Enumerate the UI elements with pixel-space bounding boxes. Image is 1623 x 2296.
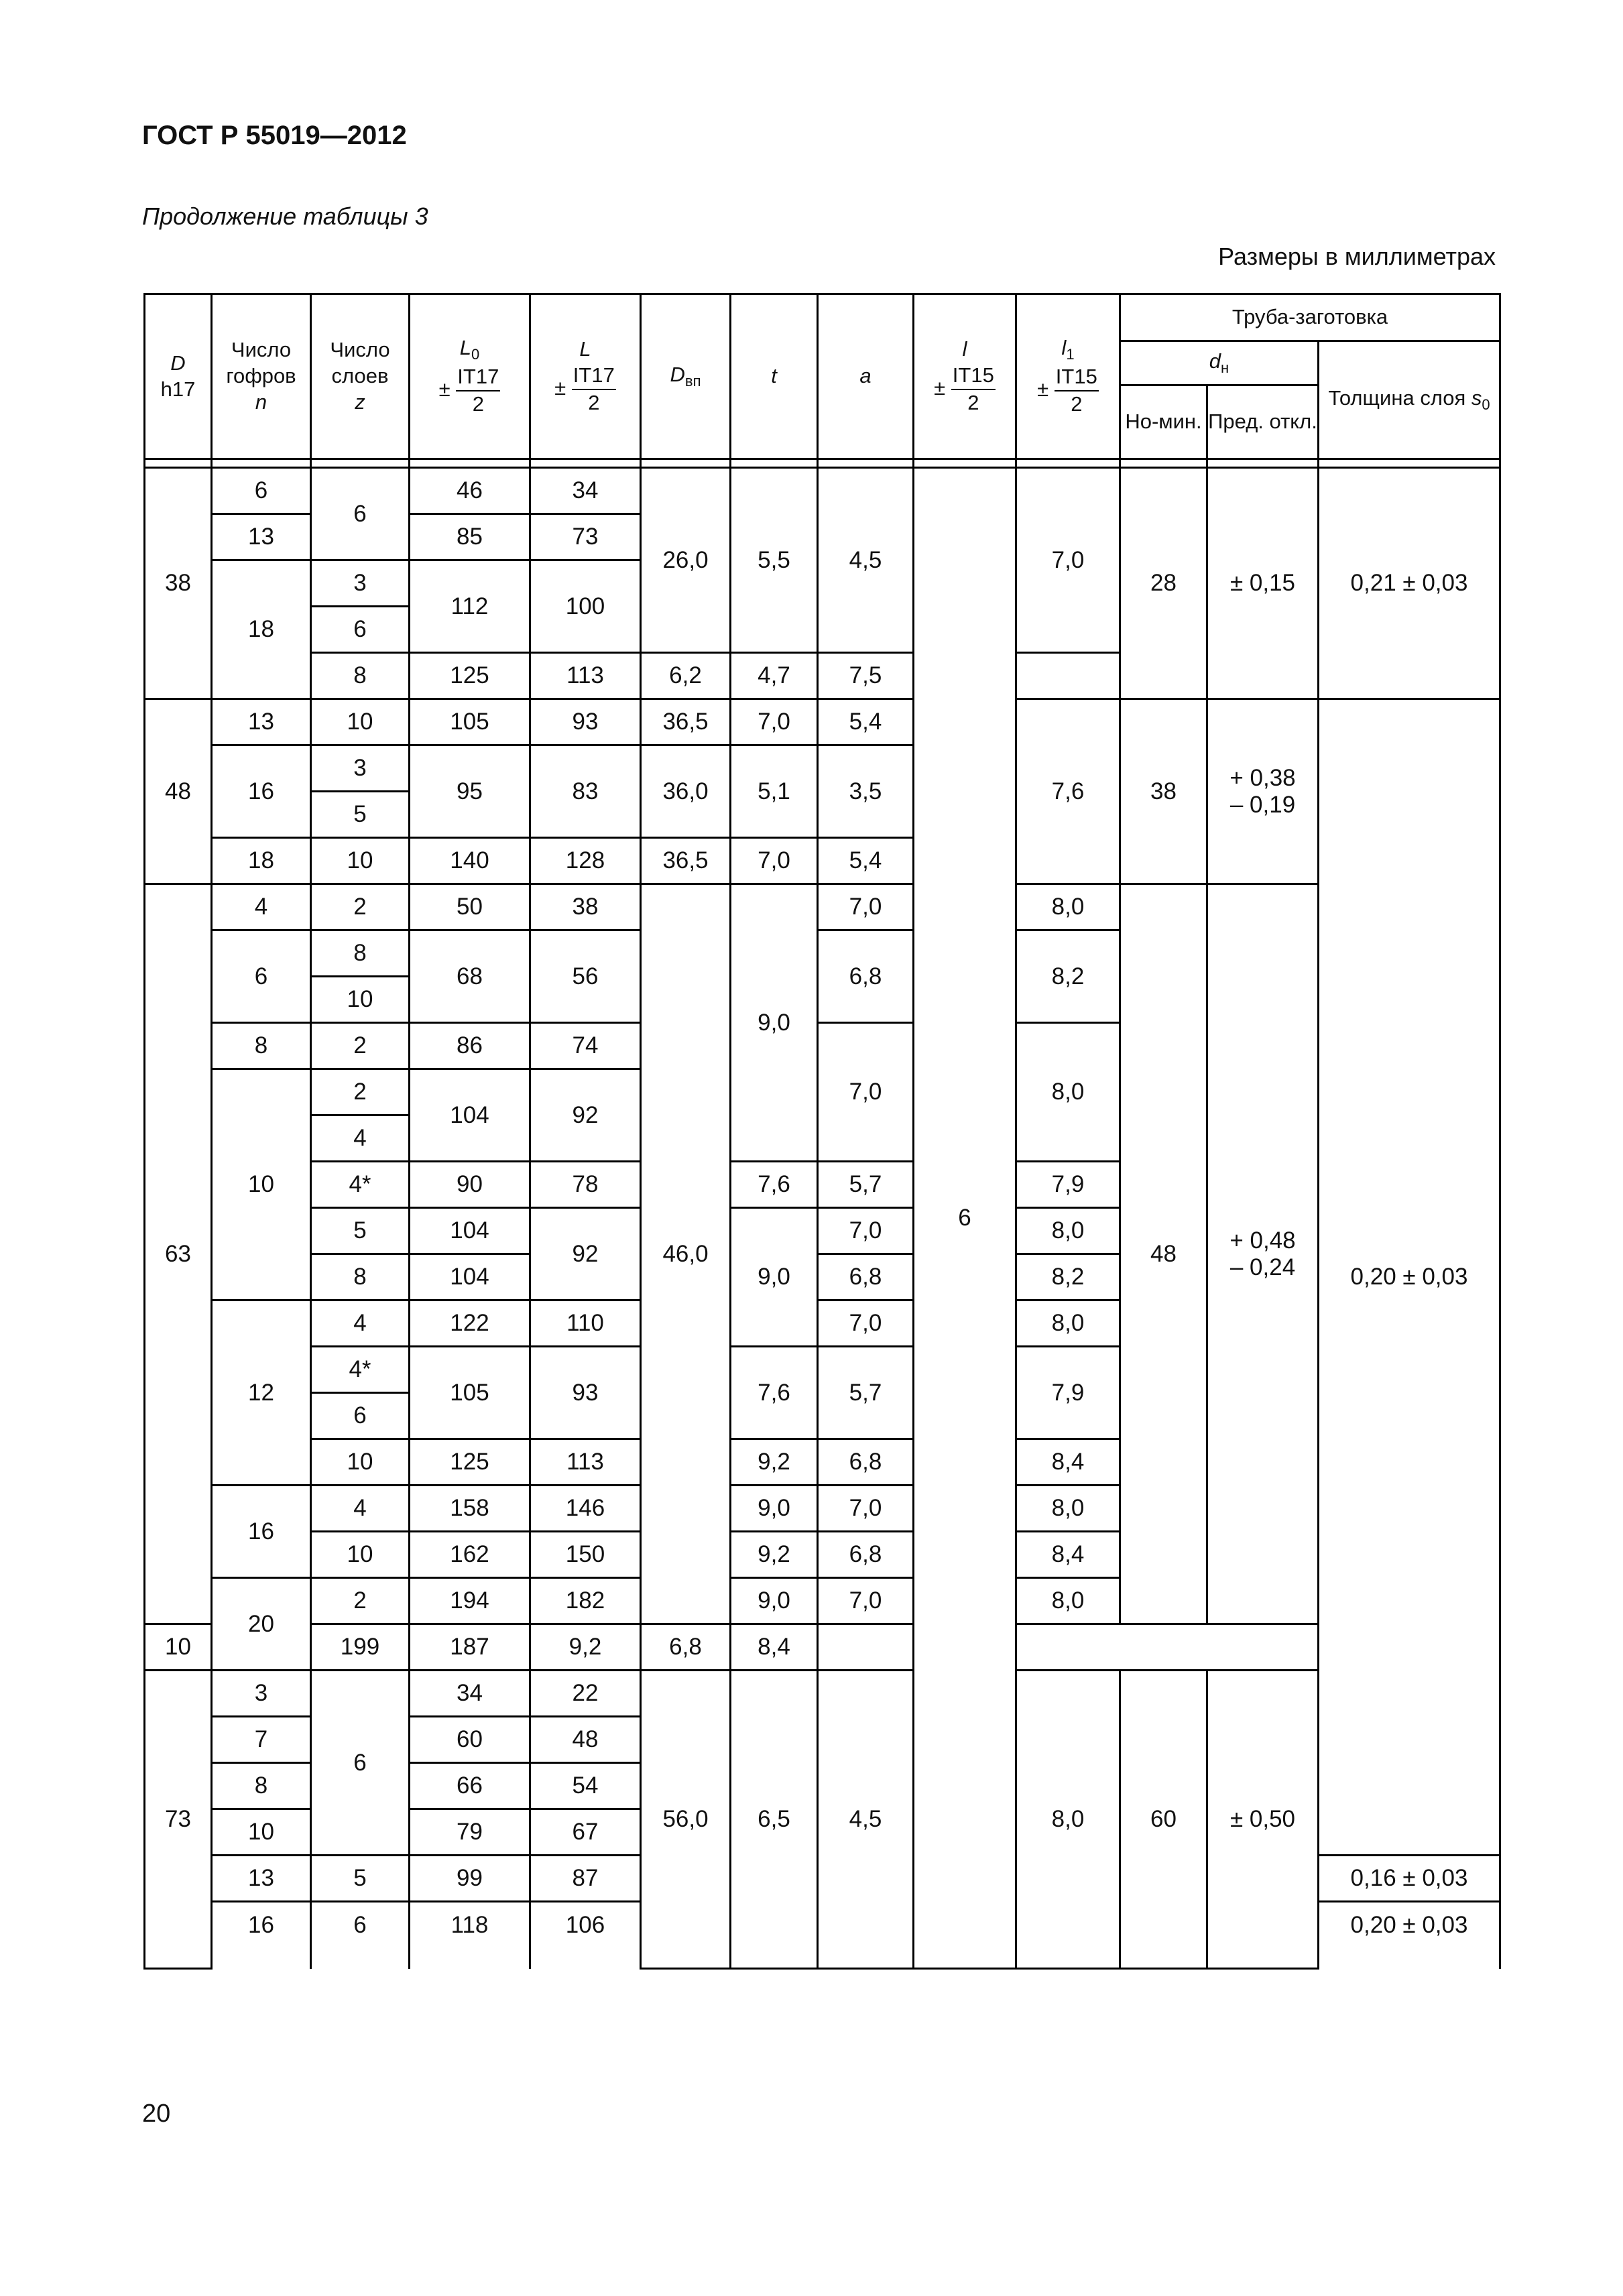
table-cell: 6,8 — [818, 1254, 914, 1301]
table-cell: 5 — [311, 1208, 410, 1254]
table-cell: 9,2 — [530, 1624, 641, 1671]
header-text: L — [459, 336, 471, 360]
col-Dvp — [641, 294, 731, 459]
table-cell: 8 — [212, 1023, 311, 1069]
table-cell: 8,2 — [1016, 930, 1120, 1023]
table-cell: 3 — [212, 1671, 311, 1717]
table-cell: 8 — [311, 930, 410, 977]
table-cell: 6,8 — [818, 930, 914, 1023]
table-cell: 26,0 — [641, 468, 731, 653]
table-cell: 9,2 — [731, 1439, 818, 1486]
table-cell: 6 — [212, 930, 311, 1023]
header-text: D — [670, 363, 685, 387]
header-text: IT15 — [951, 363, 996, 390]
table-cell: 5,4 — [818, 838, 914, 884]
table-cell: 6 — [311, 1671, 410, 1856]
table-cell: 60 — [1120, 1671, 1207, 1969]
table-row — [145, 884, 1500, 930]
table-cell — [641, 459, 731, 468]
table-cell: 0,21 ± 0,03 — [1319, 468, 1500, 699]
table-cell: 8 — [311, 653, 410, 699]
table-cell: 6,8 — [818, 1439, 914, 1486]
table-cell: 150 — [530, 1532, 641, 1578]
col-nominal: Но-мин. — [1120, 385, 1207, 459]
table-cell: 13 — [212, 699, 311, 745]
header-text: l — [962, 337, 967, 361]
table-cell: 0,20 ± 0,03 — [1319, 1902, 1500, 1969]
table-cell: 4 — [212, 884, 311, 930]
table-cell: 7,5 — [818, 653, 914, 699]
table-row — [145, 468, 1500, 514]
table-cell: 9,0 — [731, 1486, 818, 1532]
table-cell: 113 — [530, 653, 641, 699]
table-cell: 0,20 ± 0,03 — [1319, 699, 1500, 1856]
table-cell: 50 — [410, 884, 530, 930]
table-row — [145, 1624, 1500, 1671]
dimensions-table — [143, 293, 1501, 1970]
header-text: 0 — [1482, 396, 1490, 414]
table-row — [145, 699, 1500, 745]
header-text: 1 — [1066, 346, 1075, 363]
header-text: IT17 — [456, 364, 500, 391]
table-cell: 36,5 — [641, 838, 731, 884]
table-cell: 85 — [410, 514, 530, 560]
table-cell: 5,4 — [818, 699, 914, 745]
table-cell — [145, 459, 212, 468]
table-cell: 79 — [410, 1809, 530, 1856]
table-cell: 187 — [410, 1624, 530, 1671]
header-text: вп — [684, 373, 701, 390]
table-cell: 6,8 — [818, 1532, 914, 1578]
table-cell: 2 — [311, 1023, 410, 1069]
header-text: l — [1061, 336, 1067, 360]
table-cell: 66 — [410, 1763, 530, 1809]
table-cell: 6 — [311, 1393, 410, 1439]
table-cell: 38 — [530, 884, 641, 930]
table-cell: 8,4 — [731, 1624, 818, 1671]
table-cell: 5 — [311, 1856, 410, 1902]
header-text: ± — [554, 376, 566, 400]
table-cell: 36,0 — [641, 745, 731, 838]
table-cell: 93 — [530, 1347, 641, 1439]
header-text: 2 — [1071, 391, 1083, 416]
table-cell: 83 — [530, 745, 641, 838]
col-l1 — [1016, 294, 1120, 459]
table-cell: 16 — [212, 745, 311, 838]
table-cell: 8,0 — [1016, 1023, 1120, 1162]
table-cell: 54 — [530, 1763, 641, 1809]
table-cell: 3 — [311, 745, 410, 792]
table-cell: 125 — [410, 1439, 530, 1486]
col-deviation: Пред. откл. — [1207, 385, 1319, 459]
table-cell: 87 — [530, 1856, 641, 1902]
col-L0 — [410, 294, 530, 459]
table-cell: 73 — [530, 514, 641, 560]
table-cell: 7,6 — [731, 1347, 818, 1439]
table-cell: 48 — [1120, 884, 1207, 1624]
table-cell: 7,0 — [731, 838, 818, 884]
table-cell: 8,0 — [1016, 884, 1120, 930]
table-cell: 4* — [311, 1347, 410, 1393]
table-row — [145, 1671, 1500, 1717]
table-cell: 16 — [212, 1486, 311, 1578]
table-cell: 13 — [212, 1856, 311, 1902]
header-text: h17 — [160, 377, 196, 401]
table-cell: 7 — [212, 1717, 311, 1763]
header-text: D — [170, 351, 186, 375]
header-text: z — [355, 389, 365, 414]
header-text: ± — [438, 377, 450, 402]
header-text: ± — [1037, 377, 1049, 402]
table-cell: ± 0,15 — [1207, 468, 1319, 699]
table-cell: 4 — [311, 1301, 410, 1347]
table-cell — [1016, 459, 1120, 468]
header-text: 2 — [967, 390, 979, 414]
table-cell: 128 — [530, 838, 641, 884]
header-text: IT15 — [1055, 364, 1099, 391]
table-cell: 18 — [212, 838, 311, 884]
table-cell: 56 — [530, 930, 641, 1023]
table-cell — [818, 459, 914, 468]
table-cell: 6,8 — [641, 1624, 731, 1671]
table-cell: 68 — [410, 930, 530, 1023]
header-text: Толщина слоя — [1328, 386, 1466, 410]
header-text: Число слоев — [330, 338, 390, 388]
table-cell: 6 — [914, 468, 1016, 1969]
table-cell: 122 — [410, 1301, 530, 1347]
header-text: d — [1209, 349, 1221, 373]
table-cell: 104 — [410, 1254, 530, 1301]
table-cell: 158 — [410, 1486, 530, 1532]
table-cell: + 0,48 – 0,24 — [1207, 884, 1319, 1624]
table-cell — [410, 459, 530, 468]
table-cell: 92 — [530, 1208, 641, 1301]
table-cell: 20 — [212, 1578, 311, 1671]
header-text: L — [579, 337, 591, 361]
table-cell: 182 — [530, 1578, 641, 1624]
table-cell: 8,0 — [1016, 1486, 1120, 1532]
table-cell: 2 — [311, 1578, 410, 1624]
table-cell: 86 — [410, 1023, 530, 1069]
table-cell: 4 — [311, 1486, 410, 1532]
table-cell: 7,0 — [818, 1023, 914, 1162]
table-cell: 38 — [145, 468, 212, 699]
table-cell: 5,5 — [731, 468, 818, 653]
table-cell: 7,6 — [1016, 699, 1120, 884]
table-cell: 10 — [145, 1624, 212, 1671]
table-cell: 7,9 — [1016, 1347, 1120, 1439]
table-cell: 9,2 — [731, 1532, 818, 1578]
table-cell: 8,4 — [1016, 1439, 1120, 1486]
table-cell: 4* — [311, 1162, 410, 1208]
header-text: ± — [934, 376, 946, 400]
table-cell: 5 — [311, 792, 410, 838]
table-cell: 46 — [410, 468, 530, 514]
table-cell: 22 — [530, 1671, 641, 1717]
header-text: 0 — [471, 346, 480, 363]
table-cell: 5,7 — [818, 1162, 914, 1208]
table-cell: 7,0 — [818, 1578, 914, 1624]
table-cell: 78 — [530, 1162, 641, 1208]
table-cell: 6 — [311, 607, 410, 653]
table-cell: 73 — [145, 1671, 212, 1969]
table-cell: 34 — [530, 468, 641, 514]
table-cell: 60 — [410, 1717, 530, 1763]
table-cell — [1319, 459, 1500, 468]
table-cell: 9,0 — [731, 1578, 818, 1624]
table-cell: 7,0 — [731, 699, 818, 745]
table-cell: 4,7 — [731, 653, 818, 699]
table-cell: 7,9 — [1016, 1162, 1120, 1208]
table-cell: 8,0 — [1016, 1578, 1120, 1624]
table-cell: 3,5 — [818, 745, 914, 838]
table-cell: + 0,38 – 0,19 — [1207, 699, 1319, 884]
table-cell: 67 — [530, 1809, 641, 1856]
table-cell: 8,4 — [1016, 1532, 1120, 1578]
table-cell: 7,0 — [818, 1301, 914, 1347]
header-text: s — [1471, 386, 1482, 410]
table-cell: 4,5 — [818, 468, 914, 653]
table-cell: 16 — [212, 1902, 311, 1969]
table-cell: 34 — [410, 1671, 530, 1717]
col-dn — [1120, 341, 1319, 385]
table-cell: 90 — [410, 1162, 530, 1208]
table-cell: 10 — [311, 699, 410, 745]
header-text: н — [1221, 359, 1229, 377]
standard-number: ГОСТ Р 55019—2012 — [142, 121, 407, 150]
table-cell: 6 — [311, 1902, 410, 1969]
header-text: IT17 — [572, 363, 616, 390]
table-cell: 7,0 — [818, 1208, 914, 1254]
table-cell: 105 — [410, 699, 530, 745]
table-cell — [731, 459, 818, 468]
table-cell: 6,5 — [731, 1671, 818, 1969]
table-cell: 3 — [311, 560, 410, 607]
table-cell: 18 — [212, 560, 311, 699]
table-cell: 10 — [311, 977, 410, 1023]
table-cell: 8,0 — [1016, 1671, 1120, 1969]
table-cell: 4 — [311, 1115, 410, 1162]
table-cell: 8 — [311, 1254, 410, 1301]
table-cell: 10 — [311, 1532, 410, 1578]
table-cell: 7,0 — [818, 1486, 914, 1532]
table-cell: 194 — [410, 1578, 530, 1624]
col-z — [311, 294, 410, 459]
table-cell: 100 — [530, 560, 641, 653]
table-cell — [914, 459, 1016, 468]
table-cell: 7,0 — [1016, 468, 1120, 653]
table-cell: 112 — [410, 560, 530, 653]
table-cell: 95 — [410, 745, 530, 838]
table-cell: 146 — [530, 1486, 641, 1532]
header-text: n — [255, 389, 267, 414]
table-cell: 110 — [530, 1301, 641, 1347]
table-cell: 106 — [530, 1902, 641, 1969]
table-cell: 12 — [212, 1301, 311, 1486]
col-l — [914, 294, 1016, 459]
table-cell: 10 — [212, 1069, 311, 1301]
table-cell: 4,5 — [818, 1671, 914, 1969]
table-cell: 8,0 — [1016, 1208, 1120, 1254]
table-cell: 6 — [212, 468, 311, 514]
table-cell: 10 — [311, 1439, 410, 1486]
table-cell: 0,16 ± 0,03 — [1319, 1856, 1500, 1902]
col-t: t — [731, 294, 818, 459]
table-cell: 7,0 — [818, 884, 914, 930]
table-cell: 5,1 — [731, 745, 818, 838]
table-cell: 99 — [410, 1856, 530, 1902]
table-cell: 199 — [311, 1624, 410, 1671]
table-cell — [1120, 459, 1207, 468]
col-pipe-blank: Труба-заготовка — [1120, 294, 1500, 341]
table-cell: 63 — [145, 884, 212, 1624]
table-cell: 8,0 — [1016, 1301, 1120, 1347]
header-text: 2 — [588, 390, 600, 414]
table-cell: 162 — [410, 1532, 530, 1578]
table-cell: 118 — [410, 1902, 530, 1969]
table-continuation-caption: Продолжение таблицы 3 — [142, 202, 428, 230]
col-a: a — [818, 294, 914, 459]
table-cell: 9,0 — [731, 884, 818, 1162]
table-cell — [311, 459, 410, 468]
table-cell: 113 — [530, 1439, 641, 1486]
table-cell: 38 — [1120, 699, 1207, 884]
table-cell — [212, 459, 311, 468]
table-cell: ± 0,50 — [1207, 1671, 1319, 1969]
table-cell: 36,5 — [641, 699, 731, 745]
table-cell — [530, 459, 641, 468]
table-cell: 125 — [410, 653, 530, 699]
table-cell: 28 — [1120, 468, 1207, 699]
page-number: 20 — [142, 2100, 171, 2128]
table-cell: 92 — [530, 1069, 641, 1162]
table-cell: 6 — [311, 468, 410, 560]
table-cell — [1207, 459, 1319, 468]
table-cell: 7,6 — [731, 1162, 818, 1208]
table-cell: 140 — [410, 838, 530, 884]
table-cell: 8 — [212, 1763, 311, 1809]
col-D — [145, 294, 212, 459]
col-n — [212, 294, 311, 459]
table-cell: 46,0 — [641, 884, 731, 1624]
table-cell: 13 — [212, 514, 311, 560]
table-cell: 56,0 — [641, 1671, 731, 1969]
table-cell: 2 — [311, 1069, 410, 1115]
col-thickness — [1319, 341, 1500, 459]
table-cell: 48 — [145, 699, 212, 884]
table-cell: 48 — [530, 1717, 641, 1763]
col-L — [530, 294, 641, 459]
table-cell: 9,0 — [731, 1208, 818, 1347]
table-cell: 2 — [311, 884, 410, 930]
table-cell: 10 — [311, 838, 410, 884]
table-cell: 10 — [212, 1809, 311, 1856]
table-cell: 74 — [530, 1023, 641, 1069]
table-cell: 6,2 — [641, 653, 731, 699]
header-text: Число гофров — [226, 338, 296, 388]
table-cell: 8,2 — [1016, 1254, 1120, 1301]
header-text: 2 — [472, 391, 484, 416]
units-note: Размеры в миллиметрах — [1218, 243, 1496, 270]
table-cell: 93 — [530, 699, 641, 745]
table-cell: 104 — [410, 1069, 530, 1162]
table-cell: 104 — [410, 1208, 530, 1254]
table-cell: 105 — [410, 1347, 530, 1439]
table-cell: 5,7 — [818, 1347, 914, 1439]
